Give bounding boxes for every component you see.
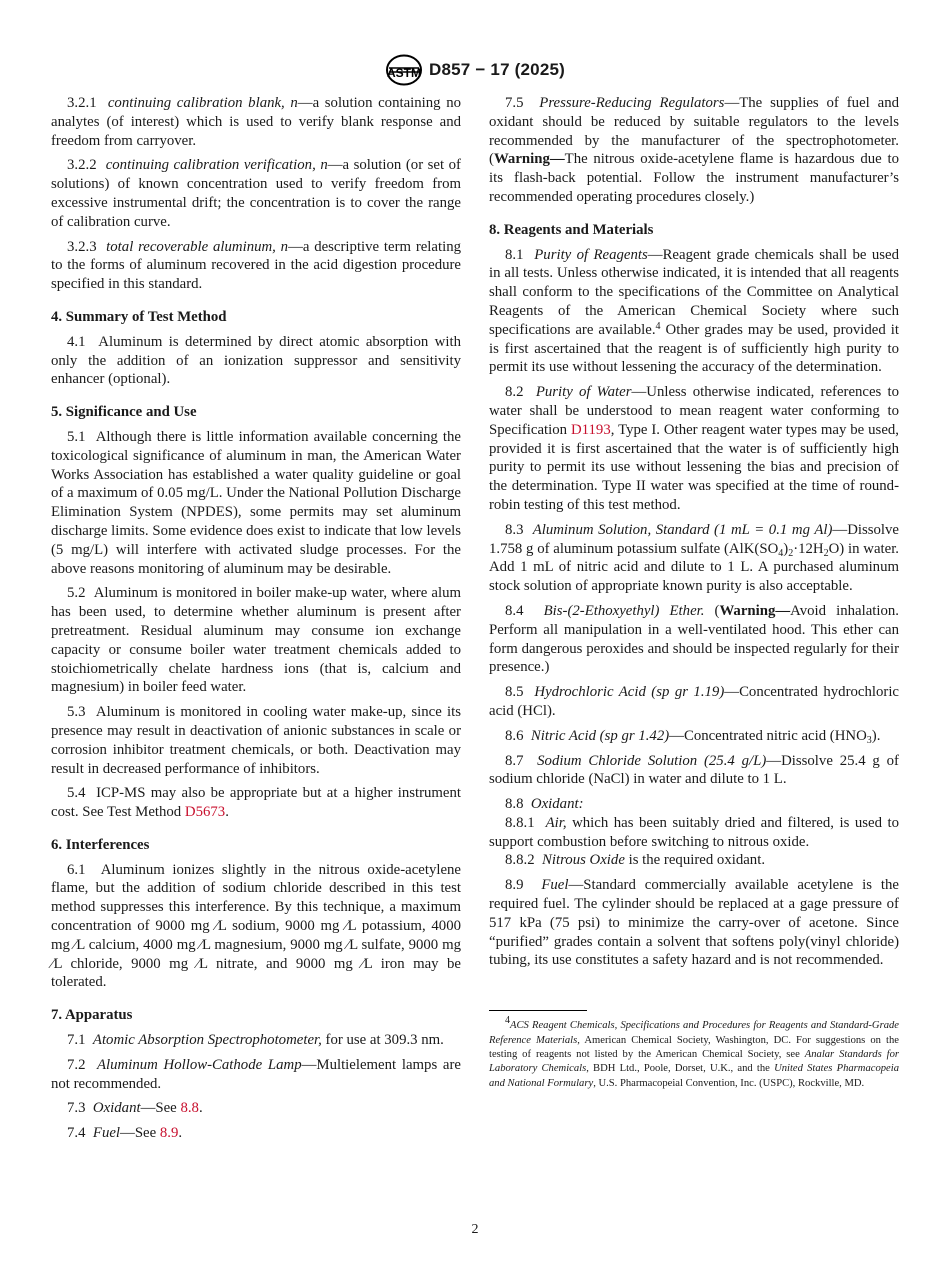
heading-interferences: 6. Interferences bbox=[51, 836, 150, 853]
section-7-3: 7.3 Oxidant—See 8.8. bbox=[67, 1100, 203, 1117]
right-column bbox=[489, 94, 899, 1091]
left-column bbox=[51, 94, 461, 1149]
section-8-9: 8.9 Fuel—Standard commercially available acetylene is the required fuel. The cylinder should be replaced at a gage pressure of 517 kPa (75 psi) to minimize the carry-over of acetone. Since “purified” grades contain a solvent that softens poly(vinyl chloride) tubing, its use constitutes a safety hazard and is not recommended. bbox=[489, 877, 899, 969]
section-3-2-3: 3.2.3 total recoverable aluminum, n—a descriptive term relating to the forms of aluminum recovered in the acid digestion procedure specified in this standard. bbox=[51, 238, 462, 293]
astm-logo-icon bbox=[385, 54, 423, 86]
footnote-4: $^4$ACS Reagent Chemicals, Specifications and Procedures for Reagents and Standard-Grade Reference Materials, American Chemical Society, Washington, DC. For suggestions on the testing of reagents not listed by the American Chemical Society, see Analar Standards for Laboratory Chemicals, BDH Ltd., Poole, Dorset, U.K., and the United States Pharmacopeia and National Formulary, U.S. Pharmacopeial Convention, Inc. (USPC), Rockville, MD. bbox=[489, 1015, 900, 1089]
page-number: 2 bbox=[471, 1222, 479, 1237]
section-8-8-2: 8.8.2 Nitrous Oxide is the required oxidant. bbox=[505, 852, 766, 869]
section-5-4: 5.4 ICP-MS may also be appropriate but at a higher instrument cost. See Test Method D5673. bbox=[51, 785, 461, 821]
link-d1193[interactable]: D1193 bbox=[570, 421, 611, 438]
link-d5673[interactable]: D5673 bbox=[184, 804, 226, 821]
section-8-8: 8.8 Oxidant: bbox=[505, 796, 584, 813]
section-8-5: 8.5 Hydrochloric Acid (sp gr 1.19)—Concentrated hydrochloric acid (HCl). bbox=[489, 684, 899, 719]
section-8-8-1: 8.8.1 Air, which has been suitably dried and filtered, is used to support combustion before switching to nitrous oxide. bbox=[489, 814, 899, 850]
link-8-9[interactable]: 8.9 bbox=[159, 1125, 179, 1142]
section-3-2-2: 3.2.2 continuing calibration verification, n—a solution (or set of solutions) of known concentration used to verify freedom from excessive instrumental drift; the concentration is to cover the range of calibration curve. bbox=[51, 157, 461, 230]
footnote-ref-4[interactable]: 4 bbox=[655, 320, 661, 332]
document-id: D857 − 17 (2025) bbox=[429, 60, 565, 79]
section-5-2: 5.2 Aluminum is monitored in boiler make-up water, where alum has been used, to determine whether aluminum is present after pretreatment. Residual aluminum may consume ion exchange capacity or consume boiler water treatment chemicals added to stoichiometrically chelate hardness ions (that is, calcium and magnesium) in boiler feed water. bbox=[51, 585, 461, 696]
page-header bbox=[0, 52, 950, 88]
section-8-2: 8.2 Purity of Water—Unless otherwise indicated, references to water shall be understood to mean reagent water conforming to Specification D1193, Type I. Other reagent water types may be used, provided it is first ascertained that the water is of sufficiently high purity to permit its use without lessening the bias and precision of the determination. Type II water was specified at the time of round-robin testing of this test method. bbox=[489, 384, 899, 513]
section-5-3: 5.3 Aluminum is monitored in cooling water make-up, since its presence may result in deactivation of anionic substances in scale or corrosion inhibitor treatment chemicals, or both. Deactivation may result in decreased performance of inhibitors. bbox=[51, 704, 461, 777]
section-8-1: 8.1 Purity of Reagents—Reagent grade chemicals shall be used in all tests. Unless otherwise indicated, it is intended that all reagents shall conform to the specifications of the Committee on Analytical Reagents of the American Chemical Society where such specifications are available.$^4$ Other grades may be used, provided it is first ascertained that the reagent is of sufficiently high purity to permit its use without lessening the accuracy of the determination. bbox=[489, 246, 899, 376]
section-8-3: 8.3 Aluminum Solution, Standard (1 mL = 0.1 mg Al)—Dissolve 1.758 g of aluminum potassium sulfate $(AlK(SO_4)_2\cdot 12H_2O)$ in water. Add 1 mL of nitric acid and dilute to 1 L. A purchased aluminum stock solution of appropriate known purity is also acceptable. bbox=[489, 521, 899, 595]
heading-reagents: 8. Reagents and Materials bbox=[489, 221, 654, 238]
heading-summary: 4. Summary of Test Method bbox=[51, 308, 227, 325]
link-8-8[interactable]: 8.8 bbox=[180, 1100, 199, 1117]
section-8-7: 8.7 Sodium Chloride Solution (25.4 g/L)—Dissolve 25.4 g of sodium chloride (NaCl) in water and dilute to 1 L. bbox=[489, 752, 899, 788]
section-8-6: 8.6 Nitric Acid (sp gr 1.42)—Concentrated nitric acid $(HNO_3)$. bbox=[505, 727, 881, 746]
section-3-2-1: 3.2.1 continuing calibration blank, n—a solution containing no analytes (of interest) which is used to verify blank response and freedom from carryover. bbox=[51, 95, 462, 149]
section-6-1: 6.1 Aluminum ionizes slightly in the nitrous oxide-acetylene flame, but the addition of sodium chloride described in this test method suppresses this interference. By this technique, a maximum concentration of 9000 mg ⁄L sodium, 9000 mg ⁄L potassium, 4000 mg ⁄L calcium, 4000 mg ⁄L magnesium, 9000 mg ⁄L sulfate, 9000 mg ⁄L chloride, 9000 mg ⁄L nitrate, and 9000 mg ⁄L iron may be tolerated. bbox=[51, 861, 461, 991]
svg-text:ASTM: ASTM bbox=[387, 66, 421, 80]
section-7-5: 7.5 Pressure-Reducing Regulators—The supplies of fuel and oxidant should be reduced by suitable regulators to the levels recommended by the manufacturer of the spectrophotometer. (Warning—The nitrous oxide-acetylene flame is hazardous due to its flash-back potential. Follow the instrument manufacturer’s recommended operating procedures closely.) bbox=[489, 95, 900, 205]
heading-significance: 5. Significance and Use bbox=[51, 404, 197, 421]
section-5-1: 5.1 Although there is little information available concerning the toxicological significance of aluminum in man, the American Water Works Association has established a water quality guideline or goal of a maximum of 0.05 mg/L. Under the National Pollution Discharge Elimination System (NPDES), some permits may set aluminum discharge limits. Some evidence does exist to indicate that low levels (5 mg/L) will interfere with activated sludge processes. For the above reasons monitoring of aluminum may be desirable. bbox=[51, 428, 461, 577]
section-7-4: 7.4 Fuel—See 8.9. bbox=[67, 1125, 183, 1142]
footnote-divider bbox=[489, 1010, 587, 1011]
section-7-2: 7.2 Aluminum Hollow-Cathode Lamp—Multielement lamps are not recommended. bbox=[51, 1056, 461, 1092]
heading-apparatus: 7. Apparatus bbox=[51, 1007, 133, 1024]
section-7-1: 7.1 Atomic Absorption Spectrophotometer, for use at 309.3 nm. bbox=[67, 1032, 444, 1049]
section-8-4: 8.4 Bis-(2-Ethoxyethyl) Ether. (Warning—Avoid inhalation. Perform all manipulation in a well-ventilated hood. This ether can form dangerous peroxides and should be inspected regularly for their presence.) bbox=[489, 602, 899, 676]
section-4-1: 4.1 Aluminum is determined by direct atomic absorption with only the addition of an ionization suppressor and sensitivity enhancer (optional). bbox=[51, 333, 461, 388]
